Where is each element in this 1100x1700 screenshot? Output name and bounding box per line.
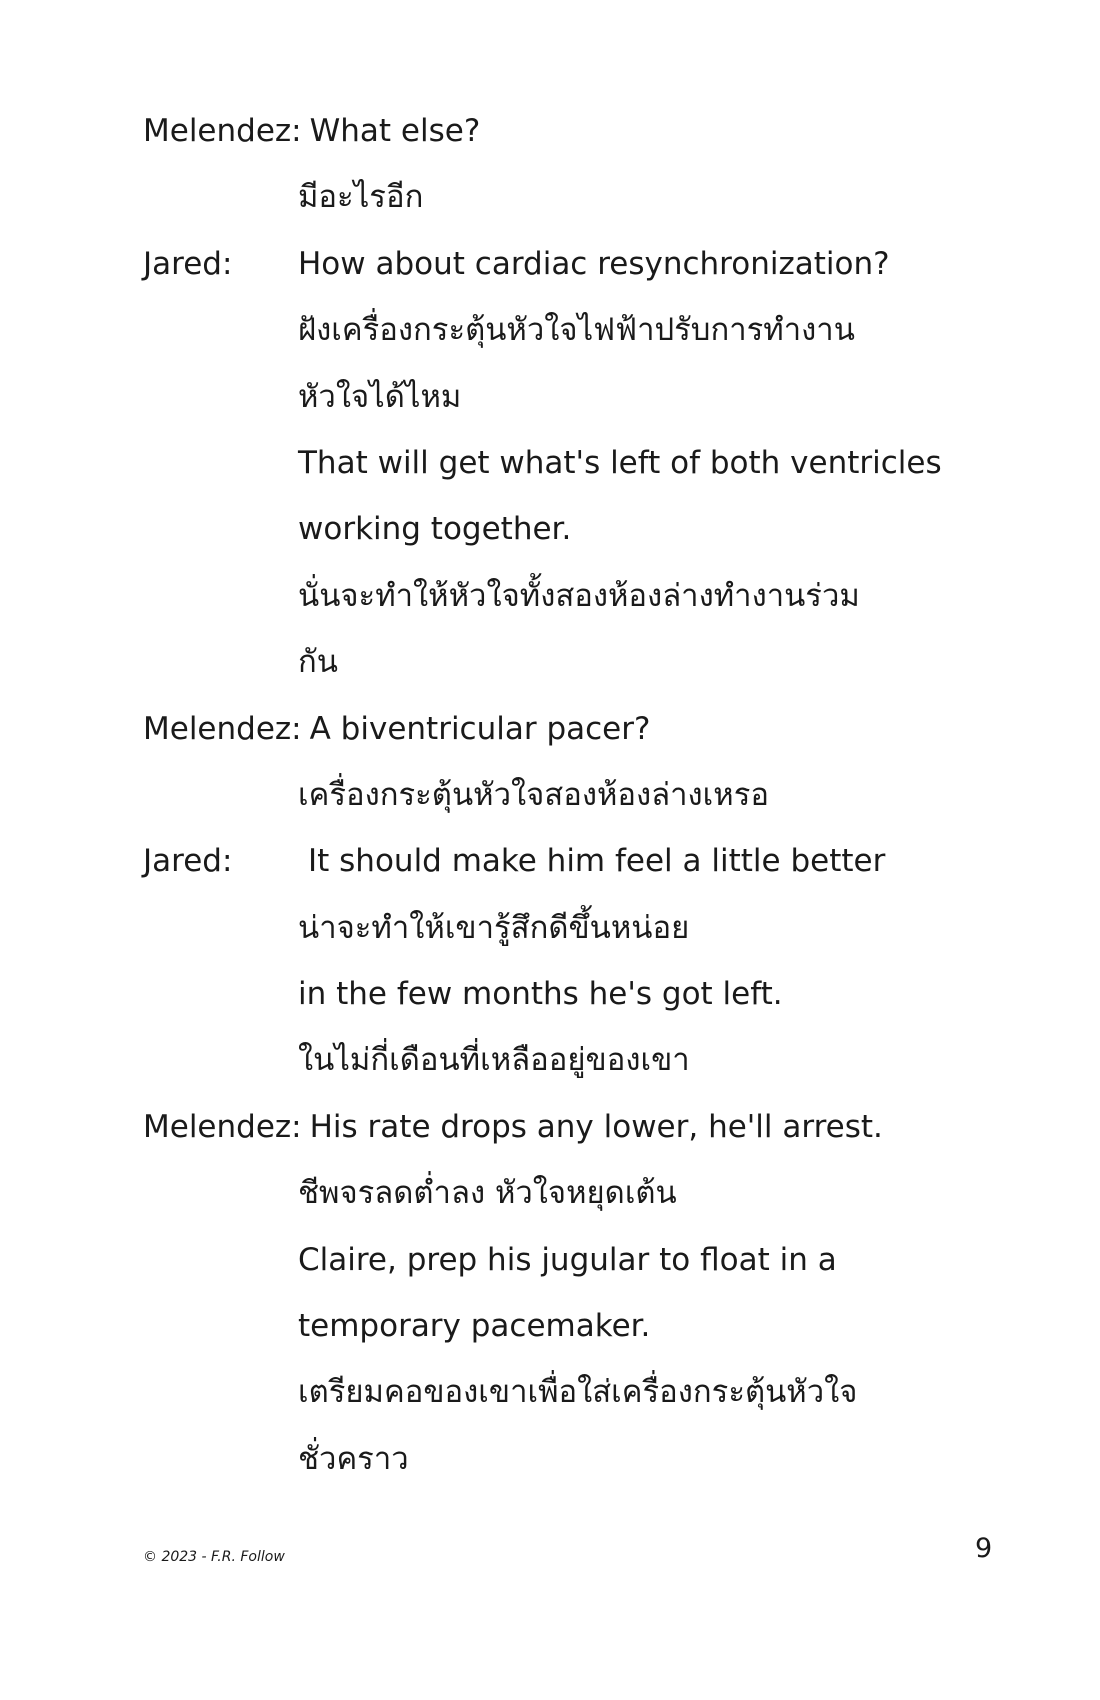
- dialogue-line: [143, 1227, 1023, 1293]
- translation-text: ในไม่กี่เดือนที่เหลืออยู่ของเขา: [298, 1042, 690, 1079]
- dialogue-line: [143, 629, 1023, 695]
- dialogue-text: How about cardiac resynchronization?: [298, 245, 890, 282]
- translation-text: กัน: [298, 644, 338, 681]
- translation-text: นั่นจะทำให้หัวใจทั้งสองห้องล่างทำงานร่วม: [298, 577, 860, 614]
- dialogue-line: [143, 364, 1023, 430]
- dialogue-text: What else?: [309, 113, 481, 149]
- dialogue-text: temporary pacemaker.: [298, 1308, 651, 1345]
- translation-text: เครื่องกระตุ้นหัวใจสองห้องล่างเหรอ: [298, 776, 769, 813]
- footer-copyright: © 2023 - F.R. Follow: [143, 1549, 285, 1565]
- translation-text: ชีพจรลดต่ำลง หัวใจหยุดเต้น: [298, 1175, 677, 1212]
- dialogue-text: in the few months he's got left.: [298, 976, 783, 1013]
- dialogue-line: [143, 961, 1023, 1027]
- script-body: [143, 98, 1023, 1492]
- dialogue-line: [143, 563, 1023, 629]
- dialogue-text: working together.: [298, 511, 572, 548]
- dialogue-line: [143, 696, 1023, 762]
- dialogue-line: [143, 1094, 1023, 1160]
- speaker-name: Melendez:: [143, 1108, 302, 1145]
- dialogue-text: It should make him feel a little better: [308, 843, 886, 880]
- dialogue-text: His rate drops any lower, he'll arrest.: [309, 1108, 883, 1145]
- dialogue-line: [143, 1359, 1023, 1425]
- dialogue-line: [143, 895, 1023, 961]
- translation-text: มีอะไรอีก: [298, 179, 424, 216]
- dialogue-line: [143, 430, 1023, 496]
- dialogue-line: [143, 297, 1023, 363]
- dialogue-line: [143, 164, 1023, 230]
- dialogue-line: [143, 496, 1023, 562]
- translation-text: หัวใจได้ไหม: [298, 378, 462, 415]
- dialogue-line: [143, 1027, 1023, 1093]
- page-number: 9: [975, 1533, 993, 1564]
- dialogue-text: Claire, prep his jugular to float in a: [298, 1241, 837, 1278]
- translation-text: ชั่วคราว: [298, 1440, 409, 1477]
- dialogue-line: [143, 98, 1023, 164]
- dialogue-text: A biventricular pacer?: [309, 710, 651, 747]
- dialogue-line: [143, 231, 1023, 297]
- dialogue-line: [143, 1160, 1023, 1226]
- translation-text: เตรียมคอของเขาเพื่อใส่เครื่องกระตุ้นหัวใจ: [298, 1374, 858, 1411]
- dialogue-line: [143, 1426, 1023, 1492]
- dialogue-line: [143, 1293, 1023, 1359]
- speaker-name: Melendez:: [143, 113, 302, 149]
- dialogue-line: [143, 828, 1023, 894]
- speaker-name: Melendez:: [143, 710, 302, 747]
- speaker-name: Jared:: [143, 245, 233, 282]
- translation-text: น่าจะทำให้เขารู้สึกดีขึ้นหน่อย: [298, 909, 690, 946]
- translation-text: ฝังเครื่องกระตุ้นหัวใจไฟฟ้าปรับการทำงาน: [298, 312, 855, 349]
- dialogue-text: That will get what's left of both ventricles: [298, 444, 942, 481]
- dialogue-line: [143, 762, 1023, 828]
- speaker-name: Jared:: [143, 843, 233, 880]
